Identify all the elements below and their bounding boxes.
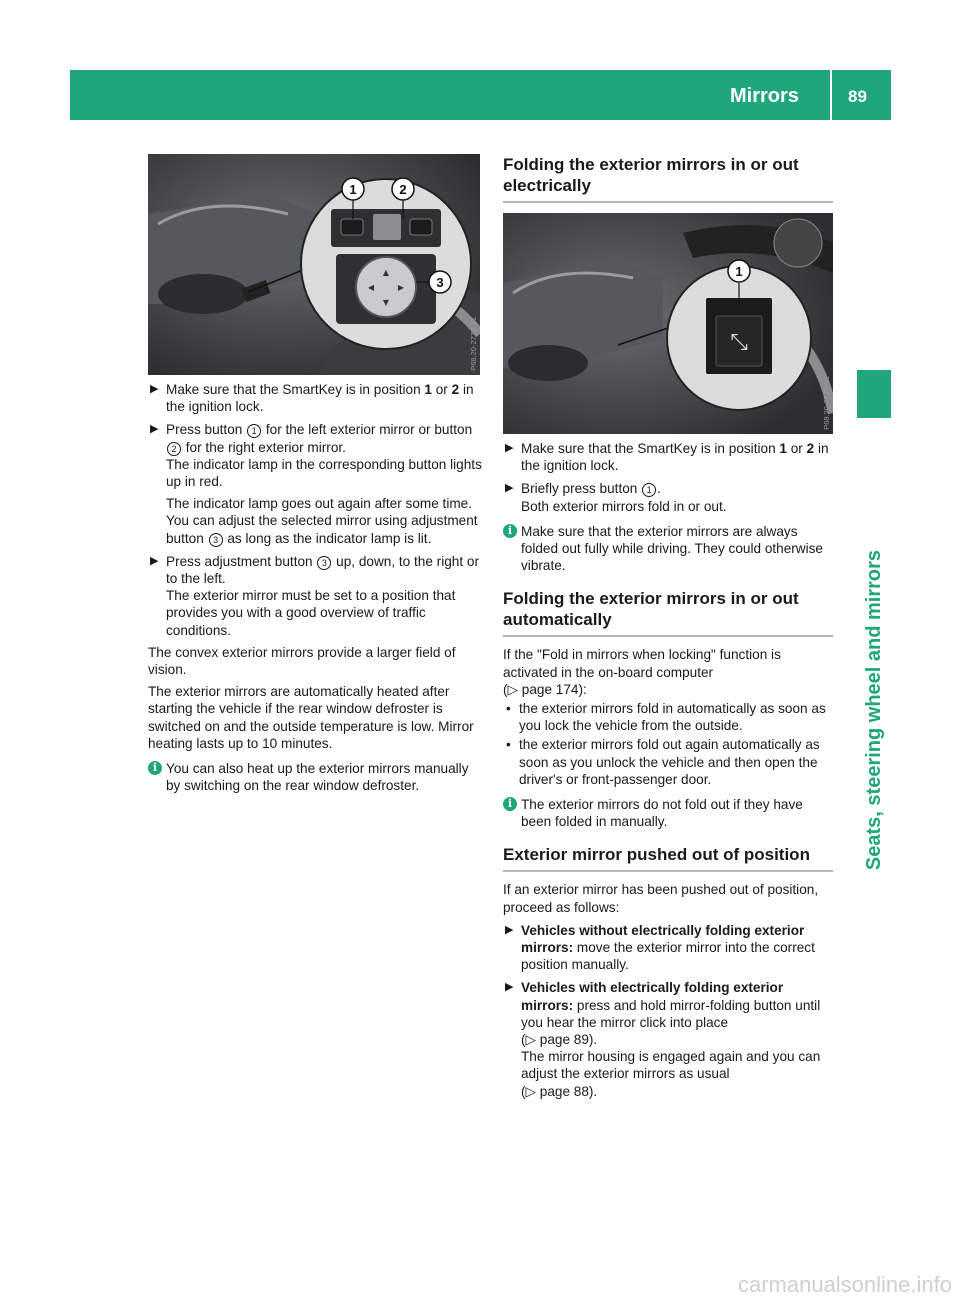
left-column [148,154,482,794]
door-panel-illustration [148,154,480,375]
right-column [503,154,833,1100]
step-arrow-icon: ▶ [505,442,514,454]
info-icon: i [503,524,517,538]
list-item: • the exterior mirrors fold out again automatically as soon as you unlock the vehicle and then open the driver's or front-passenger door. [506,737,820,787]
mirror-adjust-figure [148,154,480,375]
page-ref: (▷ page 89). [521,1032,598,1048]
callout-ref: 3 [209,533,223,547]
callout-2: 2 [399,182,407,197]
header-divider [830,70,832,120]
page-ref: (▷ page 88). [521,1083,598,1099]
svg-text:▼: ▼ [382,298,390,307]
paragraph: If the "Fold in mirrors when locking" function is activated in the on-board computer (▷ page 174): [503,646,833,698]
section-heading: Exterior mirror pushed out of position [503,844,833,872]
step-arrow-icon: ▶ [150,423,159,436]
info-note: i The exterior mirrors do not fold out if they have been folded in manually. [503,796,833,830]
step-item: ▶ Make sure that the SmartKey is in position 1 or 2 in the ignition lock. [505,441,829,474]
callout-3: 3 [436,275,444,290]
door-panel-illustration [503,213,833,434]
callout-1: 1 [349,182,357,197]
page-number: 89 [848,87,867,106]
step-item: ▶ Press button 1 for the left exterior mirror or button 2 for the right exterior mirror. The indicator lamp in the corresponding button lights up in red. The indicator lamp goes out again after some time. You can adjust the selected mirror using adjustment button 3 as long as the indicator lamp is lit. [150,422,482,546]
callout-ref: 1 [247,424,261,438]
callout-ref: 1 [642,483,656,497]
callout-1: 1 [735,264,743,279]
svg-text:◀: ◀ [367,283,375,292]
callout-ref: 2 [167,442,181,456]
step-arrow-icon: ▶ [150,554,159,567]
svg-text:▲: ▲ [382,268,390,277]
section-title: Mirrors [730,85,799,107]
bullet-icon: • [506,701,511,717]
side-tab [857,370,891,418]
section-heading: Folding the exterior mirrors in or out electrically [503,154,833,203]
info-icon: i [148,761,162,775]
figure-code: P68.20-2773-31 [822,376,831,430]
svg-text:▶: ▶ [397,283,405,292]
footer-watermark: carmanualsonline.info [737,1272,952,1297]
step-item: ▶ Briefly press button 1 . Both exterior mirrors fold in or out. [505,481,727,514]
chapter-side-label: Seats, steering wheel and mirrors [863,549,885,871]
svg-text:⤡: ⤡ [730,330,748,355]
paragraph: The convex exterior mirrors provide a larger field of vision. [148,644,456,678]
step-arrow-icon: ▶ [505,981,514,994]
step-item: ▶ Make sure that the SmartKey is in position 1 or 2 in the ignition lock. [150,382,474,415]
section-heading: Folding the exterior mirrors in or out automatically [503,588,833,637]
list-item: • the exterior mirrors fold in automatically as soon as you lock the vehicle from the outside. [506,701,826,734]
figure-code: P68.20-2772-31 [469,317,478,371]
info-note: i You can also heat up the exterior mirrors manually by switching on the rear window defroster. [148,760,482,794]
info-note: i Make sure that the exterior mirrors are always folded out fully while driving. They could otherwise vibrate. [503,523,833,575]
paragraph: If an exterior mirror has been pushed out of position, proceed as follows: [503,882,819,915]
info-icon: i [503,797,517,811]
mirror-fold-figure [503,213,833,434]
page-ref: (▷ page 174): [503,681,587,697]
step-item: ▶ Press adjustment button 3 up, down, to the right or to the left. The exterior mirror must be set to a position that provides you with a good overview of traffic conditions. [150,553,479,638]
step-item: ▶ Vehicles without electrically folding exterior mirrors: move the exterior mirror into the correct position manually. [505,922,815,973]
step-arrow-icon: ▶ [505,482,514,495]
step-arrow-icon: ▶ [505,923,514,936]
bullet-icon: • [506,737,511,753]
step-item: ▶ Vehicles with electrically folding exterior mirrors: press and hold mirror-folding button until you hear the mirror click into place (▷ page 89). The mirror housing is engaged again and you can adjust the exterior mirrors as usual (▷ page 88). [503,979,833,1099]
paragraph: The exterior mirrors are automatically heated after starting the vehicle if the rear window defroster is switched on and the outside temperature is low. Mirror heating lasts up to 10 minutes. [148,684,474,751]
step-arrow-icon: ▶ [150,383,159,395]
callout-ref: 3 [317,556,331,570]
